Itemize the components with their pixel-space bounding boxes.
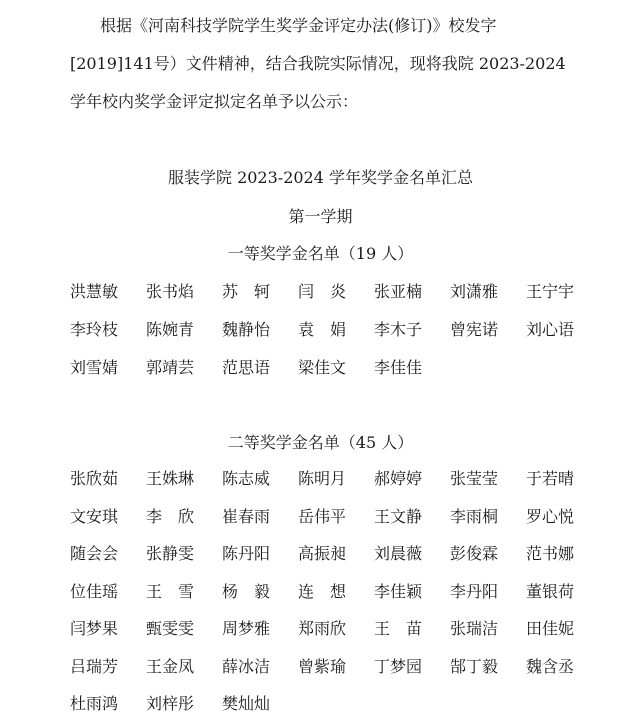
name-item: 范思语 — [222, 358, 271, 377]
name-item: 丁梦园 — [374, 656, 423, 676]
name-item: 随会会 — [70, 544, 119, 563]
name-item: 董银荷 — [526, 581, 575, 601]
name-item: 洪慧敏 — [70, 282, 119, 301]
name-item: 张亚楠 — [374, 282, 423, 301]
name-item: 郝婷婷 — [374, 469, 423, 488]
name-item: 刘心语 — [526, 320, 575, 339]
name-item: 魏含丞 — [526, 656, 575, 676]
name-item: 刘晨薇 — [374, 544, 423, 563]
intro-line-3: 学年校内奖学金评定拟定名单予以公示： — [70, 92, 359, 111]
name-item: 岳伟平 — [298, 506, 347, 526]
name-item: 陈丹阳 — [222, 544, 271, 563]
name-item: 张瑞洁 — [450, 619, 499, 638]
name-item: 王姝琳 — [146, 469, 195, 488]
name-item: 田佳妮 — [526, 619, 575, 638]
name-item: 周梦雅 — [222, 619, 271, 638]
name-item: 李佳颖 — [374, 581, 423, 601]
name-item: 王宁宇 — [526, 282, 575, 301]
name-item: 彭俊霖 — [450, 544, 499, 563]
summary-title: 服装学院 2023-2024 学年奖学金名单汇总 — [167, 168, 474, 187]
name-item: 李木子 — [374, 320, 423, 339]
name-item: 王金凤 — [146, 656, 195, 676]
name-item: 张莹莹 — [450, 469, 499, 488]
name-item: 梁佳文 — [298, 358, 347, 377]
name-item: 王 雪 — [146, 581, 195, 601]
name-item: 郑雨欣 — [298, 619, 347, 638]
name-item: 樊灿灿 — [222, 694, 271, 713]
name-item: 吕瑞芳 — [70, 656, 119, 676]
intro-line-2: [2019]141号）文件精神，结合我院实际情况，现将我院 2023-2024 — [70, 54, 566, 73]
name-item: 苏 轲 — [222, 282, 271, 301]
name-item: 刘雪婧 — [70, 358, 119, 377]
name-item: 罗心悦 — [526, 506, 575, 526]
name-item: 魏静怡 — [222, 320, 271, 339]
name-item: 李雨桐 — [450, 506, 499, 526]
name-item: 范书娜 — [526, 544, 575, 563]
name-item: 李玲枝 — [70, 320, 119, 339]
second-prize-title: 二等奖学金名单（45 人） — [227, 433, 414, 452]
name-item: 陈婉青 — [146, 320, 195, 339]
name-item: 陈明月 — [298, 469, 347, 488]
name-item: 高振昶 — [298, 544, 347, 563]
name-item: 薛冰洁 — [222, 656, 271, 676]
name-item: 刘潇雅 — [450, 282, 499, 301]
name-item: 张静雯 — [146, 544, 195, 563]
name-item: 闫 炎 — [298, 282, 347, 301]
name-item: 袁 娟 — [298, 320, 347, 339]
name-item: 张欣茹 — [70, 469, 119, 488]
name-item: 甄雯雯 — [146, 619, 195, 638]
first-prize-title: 一等奖学金名单（19 人） — [227, 244, 414, 263]
name-item: 位佳瑶 — [70, 581, 119, 601]
name-item: 于若晴 — [526, 469, 575, 488]
name-item: 杨 毅 — [222, 581, 271, 601]
term-title: 第一学期 — [288, 207, 353, 226]
name-item: 文安琪 — [70, 506, 119, 526]
name-item: 曾宪诺 — [450, 320, 499, 339]
name-item: 郜丁毅 — [450, 656, 499, 676]
name-item: 刘梓彤 — [146, 694, 195, 713]
intro-line-1: 根据《河南科技学院学生奖学金评定办法(修订)》校发字 — [100, 16, 497, 35]
name-item: 郭靖芸 — [146, 358, 195, 377]
name-item: 张书焰 — [146, 282, 195, 301]
name-item: 崔春雨 — [222, 506, 271, 526]
name-item: 杜雨鸿 — [70, 694, 119, 713]
name-item: 连 想 — [298, 581, 347, 601]
name-item: 李佳佳 — [374, 358, 423, 377]
name-item: 李丹阳 — [450, 581, 499, 601]
name-item: 李 欣 — [146, 506, 195, 526]
name-item: 王文静 — [374, 506, 423, 526]
name-item: 曾紫瑜 — [298, 656, 347, 676]
name-item: 闫梦果 — [70, 619, 119, 638]
name-item: 陈志威 — [222, 469, 271, 488]
name-item: 王 苗 — [374, 619, 423, 638]
